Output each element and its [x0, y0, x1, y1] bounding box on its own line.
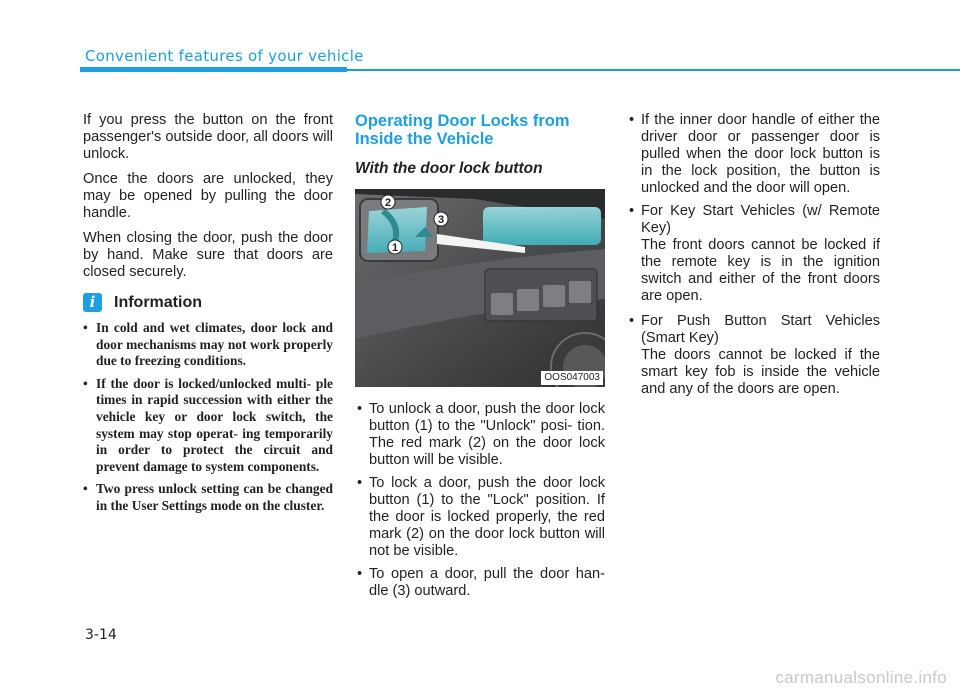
information-heading: [83, 293, 333, 312]
svg-text:2: 2: [384, 197, 392, 209]
list-item-detail: The doors cannot be locked if the smart key fob is inside the vehicle and any of the doors are open.: [641, 347, 880, 397]
information-item: • If the door is locked/unlocked multi- ple times in rapid succession with either the vehicle key or door lock switch, the system may stop operat- ing temporarily in order to protect the circuit and prevent damage to system components.: [83, 376, 333, 476]
watermark: carmanualsonline.info: [775, 668, 947, 687]
section-subtitle: With the door lock button: [355, 160, 543, 177]
information-title: Information: [114, 294, 202, 311]
callout-label-2: [381, 195, 395, 209]
information-item: • Two press unlock setting can be changed in the User Settings mode on the cluster.: [83, 481, 333, 514]
bullet-list: [355, 401, 605, 600]
section-header-title: Convenient features of your vehicle: [85, 47, 364, 65]
info-icon: i: [83, 293, 102, 312]
list-item-detail: The front doors cannot be locked if the remote key is in the ignition switch and either of the front doors are open.: [641, 237, 880, 304]
callout-label-1: [388, 240, 402, 254]
information-list: [83, 320, 333, 515]
svg-text:3: 3: [437, 214, 445, 226]
door-lock-figure: [355, 189, 605, 387]
list-item: • To lock a door, push the door lock button (1) to the "Lock" position. If the door is locked properly, the red mark (2) on the door lock button will not be visible.: [355, 475, 605, 560]
list-item: [627, 203, 880, 305]
column-right: [627, 112, 880, 406]
paragraph: If you press the button on the front passenger's outside door, all doors will unlock.: [83, 112, 333, 162]
callout-label-3: [434, 212, 448, 226]
figure-code: OOS047003: [541, 371, 603, 385]
list-item: • To open a door, pull the door han- dle (3) outward.: [355, 566, 605, 600]
column-middle: [355, 112, 605, 606]
column-left: [83, 112, 333, 521]
list-item: [627, 313, 880, 398]
paragraph: Once the doors are unlocked, they may be opened by pulling the door handle.: [83, 171, 333, 221]
door-panel-illustration: [355, 189, 605, 387]
list-item-text: If the inner door handle of either the driver door or passenger door is pulled when the door lock button is in the lock position, the button is unlocked and the door will open.: [641, 112, 880, 196]
paragraph: When closing the door, push the door by hand. Make sure that doors are closed securely.: [83, 230, 333, 280]
svg-text:1: 1: [391, 242, 399, 254]
list-item-text: For Push Button Start Vehicles (Smart Key): [641, 313, 880, 346]
list-item: • To unlock a door, push the door lock button (1) to the "Unlock" posi- tion. The red mark (2) on the door lock button will be visible.: [355, 401, 605, 469]
header-rule: [80, 69, 960, 71]
section-title: Operating Door Locks from Inside the Vehicle: [355, 112, 570, 148]
bullet-list: [627, 112, 880, 398]
page-number: 3-14: [85, 627, 117, 643]
list-item: [627, 112, 880, 197]
information-item: • In cold and wet climates, door lock and door mechanisms may not work properly due to freezing conditions.: [83, 320, 333, 370]
list-item-text: For Key Start Vehicles (w/ Remote Key): [641, 203, 880, 236]
